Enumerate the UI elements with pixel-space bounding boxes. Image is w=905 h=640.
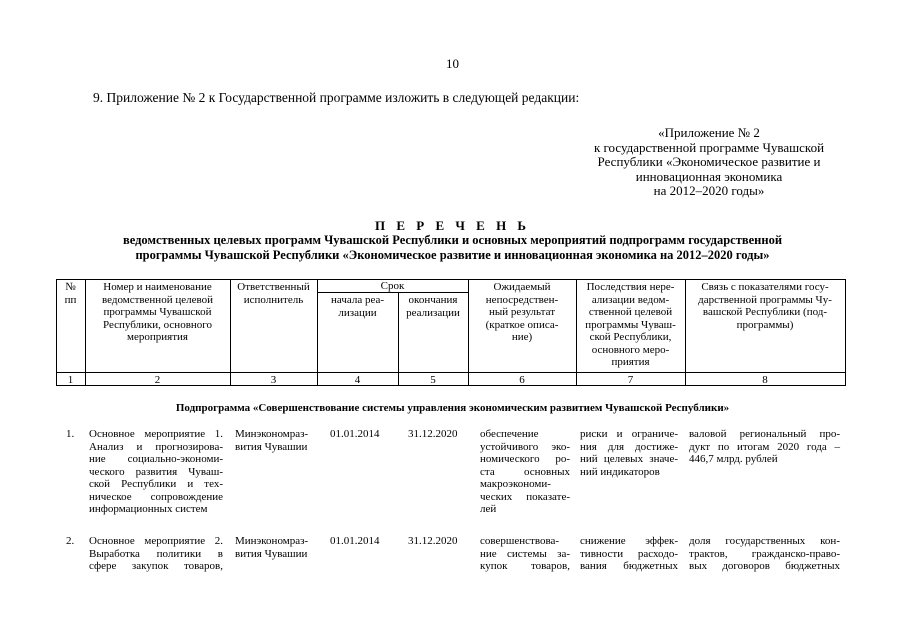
header-name: [85, 281, 230, 344]
header-line: ской Республики,: [589, 331, 672, 343]
header-term: Срок: [380, 280, 405, 292]
row-start-date: 01.01.2014: [330, 428, 380, 440]
document-title: П Е Р Е Ч Е Н Ь: [374, 218, 531, 233]
appendix-line: к государственной программе Чувашской: [593, 139, 825, 155]
header-line: ственной целевой: [588, 306, 673, 318]
cell-line: Минэкономраз-: [235, 535, 309, 547]
column-number: 6: [519, 374, 525, 386]
header-consequences: [576, 281, 685, 369]
header-line: Республики, основного: [102, 318, 213, 331]
cell-line: вития Чувашии: [235, 547, 308, 560]
cell-line: риски и ограниче-: [580, 428, 678, 440]
header-line: Ответственный: [237, 281, 310, 293]
header-line: реализации: [406, 306, 460, 319]
cell-line: снижение эффек-: [580, 535, 678, 547]
cell-line: вития Чувашии: [235, 440, 308, 453]
grid-line: [845, 279, 846, 386]
cell-line: устойчивого эко-: [480, 440, 570, 453]
header-line: программы Чуваш-: [585, 318, 676, 331]
cell-line: ние социально-экономи-: [89, 453, 223, 465]
header-executor: [230, 281, 317, 306]
cell-line: макроэкономи-: [480, 478, 551, 490]
header-line: начала реа-: [330, 294, 385, 306]
cell-line: информационных систем: [89, 503, 208, 515]
cell-line: ческих показате-: [480, 490, 570, 503]
row-start-date: 01.01.2014: [330, 535, 380, 547]
subtitle-line: программы Чувашской Республики «Экономическое развитие и инновационная экономика на 2012–2020 годы»: [135, 248, 770, 262]
header-line: ведомственной целевой: [102, 293, 213, 306]
intro-paragraph: 9. Приложение № 2 к Государственной программе изложить в следующей редакции:: [93, 90, 580, 105]
header-line: Последствия нере-: [586, 281, 675, 293]
cell-line: обеспечение: [480, 428, 539, 440]
cell-line: Минэкономраз-: [235, 428, 309, 440]
row-end-date: 31.12.2020: [408, 535, 458, 547]
cell-line: ний целевых значе-: [580, 453, 678, 465]
header-line: дарственной программы Чу-: [698, 293, 832, 306]
row-result: [480, 535, 570, 573]
cell-line: ста основных: [480, 465, 570, 478]
cell-line: ния для достиже-: [580, 440, 678, 453]
cell-line: купок товаров,: [480, 560, 570, 572]
cell-line: ской Республики и тех-: [89, 478, 223, 490]
cell-line: 446,7 млрд. рублей: [689, 453, 778, 465]
cell-line: Основное мероприятие 1.: [89, 428, 223, 440]
column-number: 5: [430, 374, 436, 386]
header-line: программы): [736, 318, 794, 331]
header-end: [398, 294, 468, 319]
row-link: [689, 428, 840, 466]
page-number: 10: [446, 56, 459, 71]
header-line: основного меро-: [591, 343, 670, 356]
header-line: программы Чувашской: [103, 306, 212, 318]
header-link: [685, 281, 845, 331]
cell-line: валовой региональный про-: [689, 428, 840, 440]
row-link: [689, 535, 840, 573]
subtitle-line: ведомственных целевых программ Чувашской Республики и основных мероприятий подпрограмм государственной: [122, 233, 783, 247]
header-line: ный результат: [489, 306, 555, 318]
appendix-line: Республики «Экономическое развитие и: [597, 154, 821, 169]
appendix-line: на 2012–2020 годы»: [653, 183, 765, 198]
cell-line: сфере закупок товаров,: [89, 560, 223, 572]
header-line: приятия: [611, 356, 650, 368]
header-line: Номер и наименование: [103, 281, 212, 293]
header-line: исполнитель: [243, 293, 304, 306]
header-start: [317, 294, 398, 319]
cell-line: ние системы за-: [480, 547, 570, 560]
row-number: 1.: [66, 428, 75, 440]
cell-line: ническое сопровождение: [89, 490, 223, 503]
cell-line: номического ро-: [480, 453, 570, 465]
cell-line: ний индикаторов: [580, 465, 660, 478]
cell-line: Анализ и прогнозирова-: [89, 440, 223, 453]
header-line: окончания: [408, 294, 458, 306]
cell-line: совершенствова-: [480, 535, 560, 547]
row-name: [89, 535, 223, 573]
header-line: (краткое описа-: [485, 318, 559, 331]
row-end-date: 31.12.2020: [408, 428, 458, 440]
subprogram-heading: Подпрограмма «Совершенствование системы управления экономическим развитием Чувашской Республики»: [175, 402, 730, 414]
header-result: [468, 281, 576, 344]
header-line: лизации: [338, 306, 377, 319]
cell-line: дукт по итогам 2020 года –: [689, 440, 840, 453]
header-line: вашской Республики (под-: [702, 306, 828, 318]
header-line: №: [65, 281, 76, 293]
column-number: 8: [762, 374, 768, 386]
appendix-line: «Приложение № 2: [658, 125, 760, 140]
cell-line: вых договоров бюджетных: [689, 560, 840, 572]
appendix-line: инновационная экономика: [635, 168, 783, 184]
header-line: Ожидаемый: [493, 281, 551, 293]
row-consequences: [580, 535, 678, 573]
header-line: пп: [64, 293, 77, 306]
cell-line: Выработка политики в: [89, 547, 223, 560]
row-number: 2.: [66, 535, 75, 547]
row-name: [89, 428, 223, 516]
row-consequences: [580, 428, 678, 478]
row-result: [480, 428, 570, 516]
cell-line: доля государственных кон-: [689, 535, 840, 547]
header-line: ализации ведом-: [591, 293, 670, 306]
column-number: 2: [154, 374, 161, 386]
cell-line: ческого развития Чуваш-: [89, 465, 223, 478]
cell-line: трактов, гражданско-право-: [689, 547, 840, 560]
appendix-heading: [578, 126, 840, 199]
cell-line: тивности расходо-: [580, 547, 678, 560]
column-number: 3: [270, 374, 277, 386]
document-subtitle: [70, 233, 835, 263]
header-line: непосредствен-: [485, 293, 559, 306]
row-executor: [235, 535, 308, 560]
cell-line: вания бюджетных: [580, 560, 678, 572]
grid-line: [56, 372, 846, 373]
header-line: ние): [511, 331, 533, 343]
row-executor: [235, 428, 308, 453]
header-line: мероприятия: [127, 331, 188, 343]
cell-line: лей: [480, 503, 497, 515]
column-number: 7: [627, 374, 634, 386]
cell-line: Основное мероприятие 2.: [89, 535, 223, 547]
column-number: 4: [354, 374, 361, 386]
column-number: 1: [67, 374, 74, 386]
header-line: Связь с показателями госу-: [701, 281, 829, 293]
header-number: [56, 281, 85, 306]
